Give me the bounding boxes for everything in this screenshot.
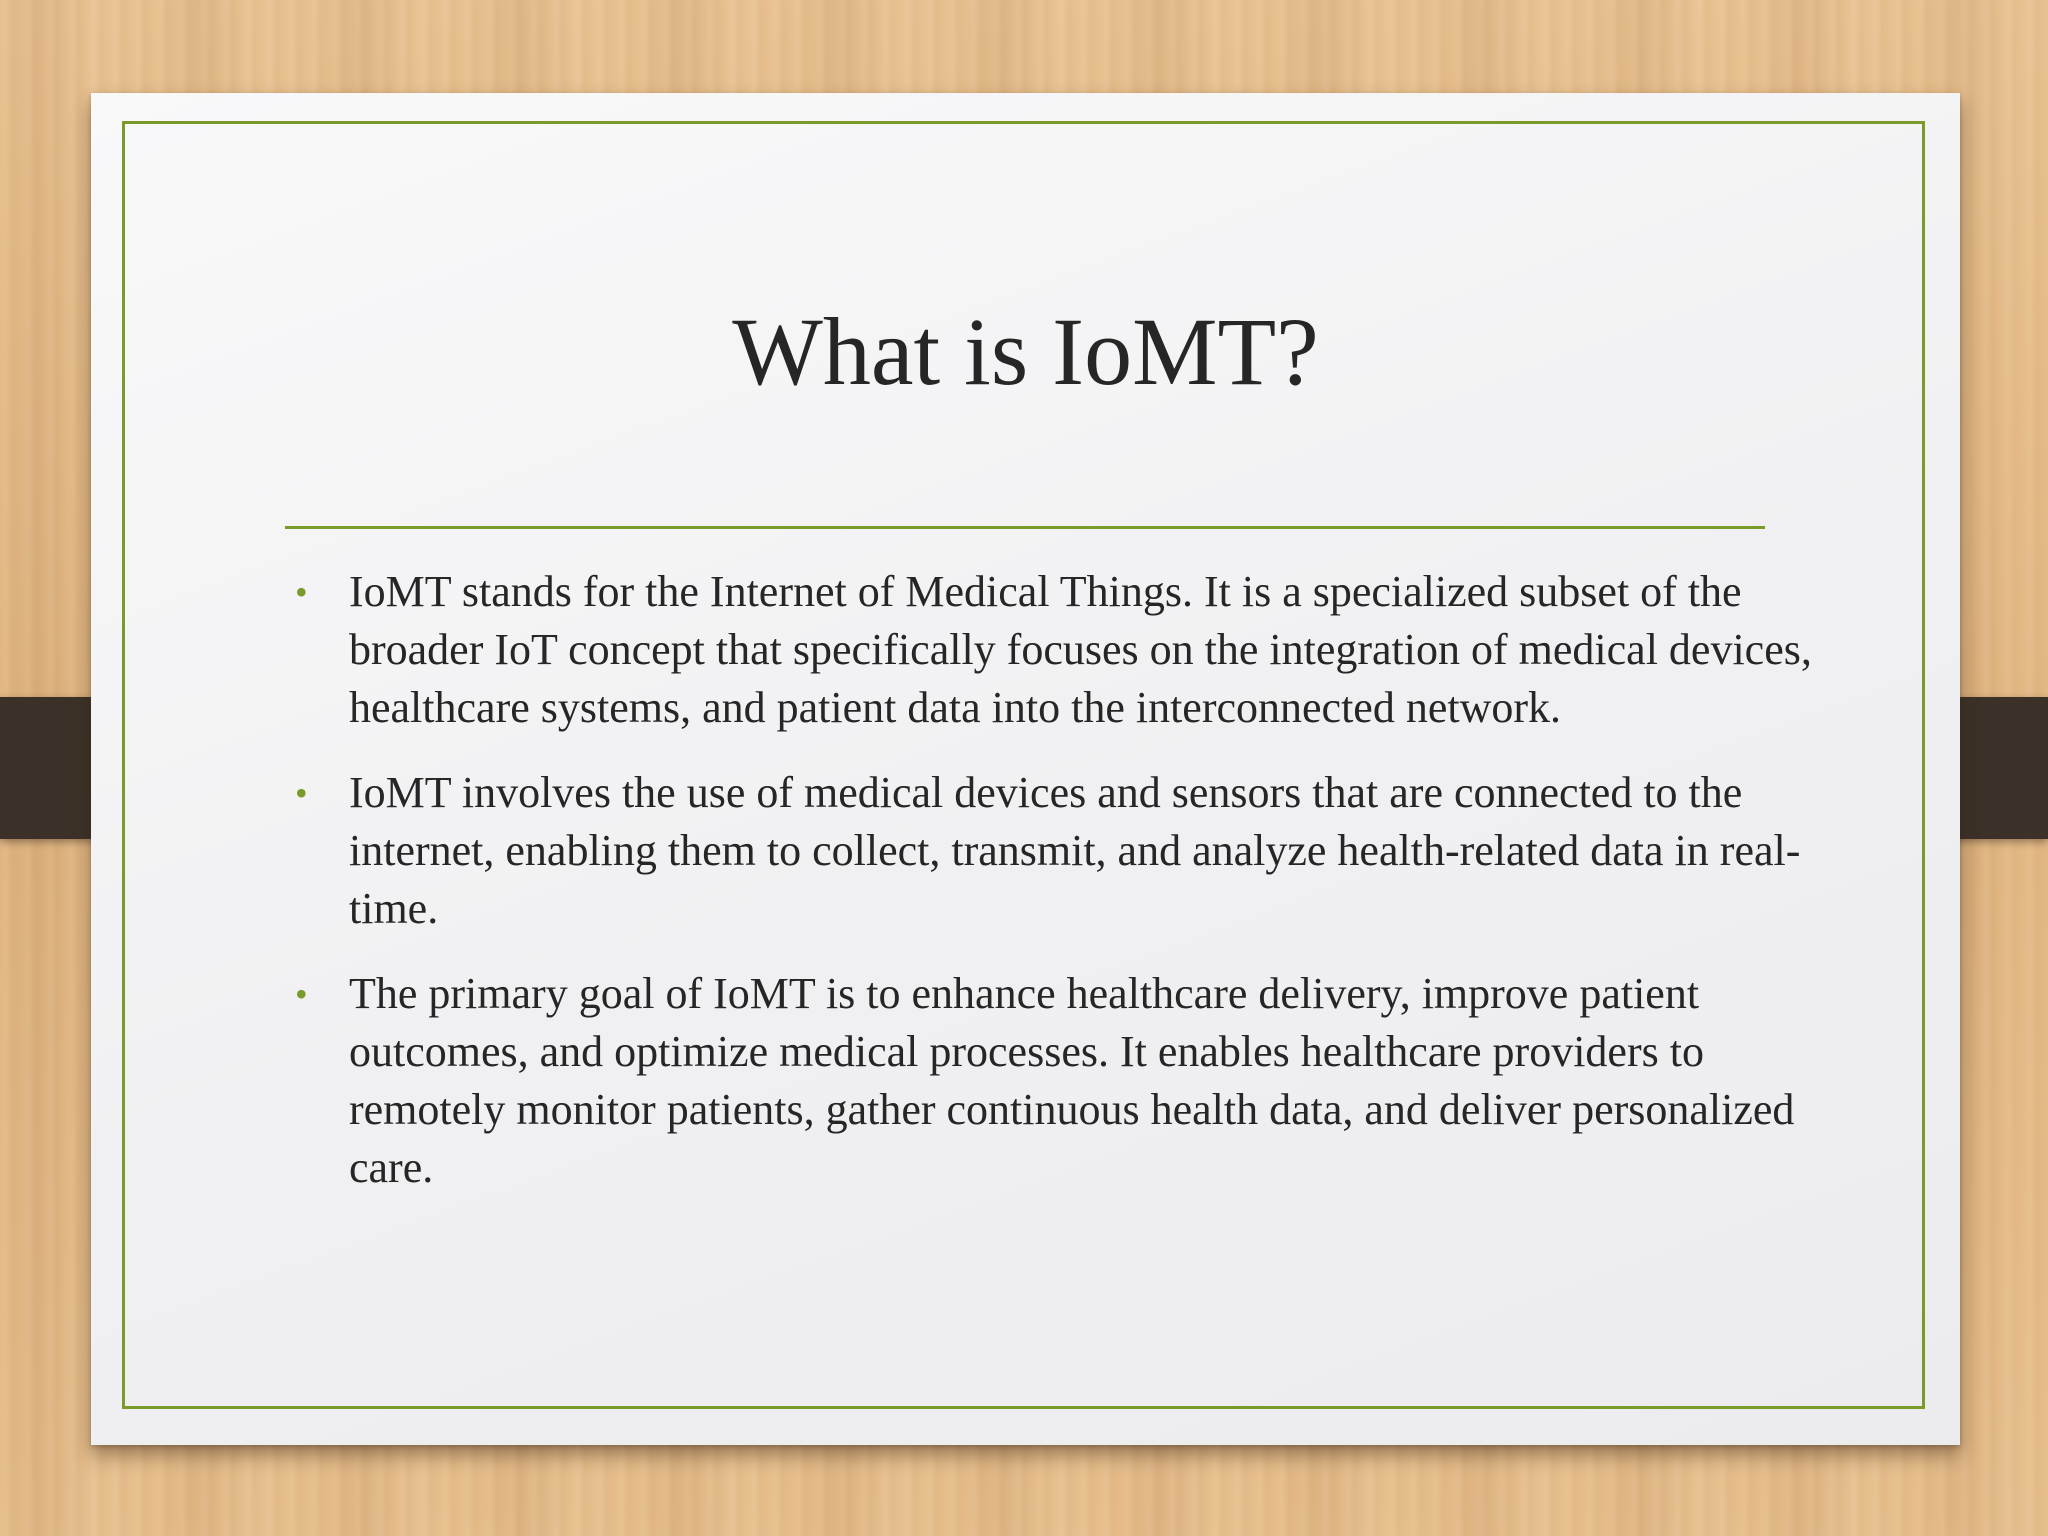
bullet-marker-icon: • [295,974,308,1014]
bullet-item [285,563,1845,737]
bullet-text: The primary goal of IoMT is to enhance healthcare delivery, improve patient outcomes, and optimize medical processes. It enables healthcare providers to remotely monitor patients, gather continuous health data, and deliver personalized care. [349,969,1795,1192]
slide-card [91,93,1960,1445]
title-divider [285,526,1765,529]
bullet-marker-icon: • [295,773,308,813]
bullet-list [285,563,1845,1224]
bullet-marker-icon: • [295,572,308,612]
bullet-text: IoMT involves the use of medical devices and sensors that are connected to the internet, enabling them to collect, transmit, and analyze health-related data in real-time. [349,768,1801,933]
bullet-item [285,965,1845,1197]
slide-title: What is IoMT? [732,298,1319,405]
bullet-item [285,764,1845,938]
bullet-text: IoMT stands for the Internet of Medical Things. It is a specialized subset of the broader IoT concept that specifically focuses on the integration of medical devices, healthcare systems, and patient data into the interconnected network. [349,567,1812,732]
